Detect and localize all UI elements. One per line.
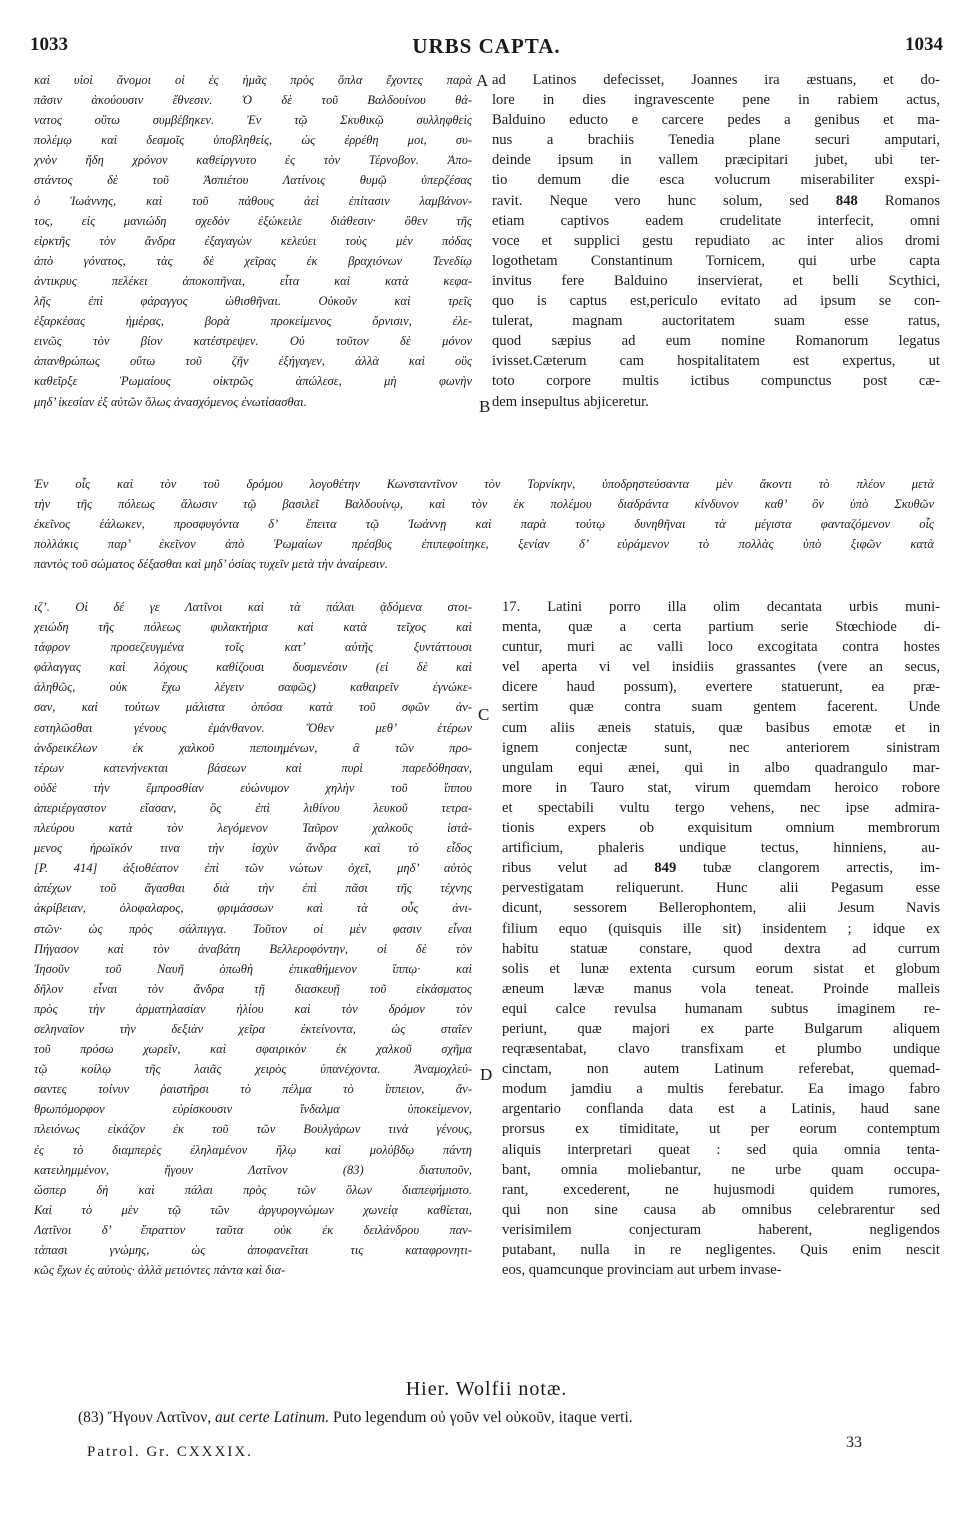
text-line: bant, omnia moliebantur, ne urbe quam occupa- — [502, 1161, 940, 1178]
margin-marker-a: A — [476, 71, 489, 90]
text-line: quo is captus est,periculo evitato ad ipsum se con- — [492, 293, 940, 310]
text-line: ἐξαρκέσας ἡμέρας, βορὰ προκείμενος ὄρνισιν, ἐλε- — [34, 314, 472, 329]
text-line: logothetam Constantinum Tornicem, qui urbe capta — [492, 252, 940, 269]
text-line: ἀπανθρώπως οὕτω τοῦ ζῆν ἐξήγαγεν, ἀλλὰ καὶ οὓς — [34, 354, 472, 369]
latin-column-bottom — [502, 597, 940, 1280]
text-line: etiam captivos eadem crudelitate interfecit, omni — [492, 212, 940, 229]
text-line: equi calce revulsa humanam subtus imaginem re- — [502, 1000, 940, 1017]
text-line: Balduino educto e carcere pedes a genibus et ma- — [492, 112, 940, 129]
text-line: εινῶς τὸν βίον κατέστρεψεν. Οὐ τοῦτον δὲ μόνον — [34, 334, 472, 349]
text-line: πρὸς τὴν ἁρματηλασίαν ἡλίου καὶ τὸν δρόμον τὸν — [34, 1001, 472, 1016]
text-line: παντὸς τοῦ σώματος δέξασθαι καὶ μηδ’ ὁσίας τυχεῖν μετὰ τὴν ἀναίρεσιν. — [34, 557, 388, 572]
text-line: πολέμῳ καὶ δεσμοῖς ὑποβληθείς, ὡς ἐρρέθη μοι, συ- — [34, 133, 472, 148]
text-line: τῷ κοίλῳ τῆς λαιᾶς χειρὸς ὑπανέχοντα. Ἀναμοχλεύ- — [34, 1062, 472, 1077]
text-line: καθεῖρξε Ῥωμαίους οἰκτρῶς ἀπώλεσε, μὴ φωνὴν — [34, 374, 472, 389]
text-line: ad Latinos defecisset, Joannes ira æstuans, et do- — [492, 72, 940, 88]
text-line: Πήγασον καὶ τὸν ἀναβάτη Βελλεροφόντην, οἱ δὲ τὸν — [34, 941, 472, 956]
running-title: URBS CAPTA. — [412, 34, 561, 58]
text-line: πλεύρου κατὰ τὸν λεγόμενον Ταῦρον χαλκοῦς ἱστά- — [34, 821, 472, 836]
text-line: θρωπόμορφον εὑρίσκουσιν ἴνδαλμα ὑποκείμενον, — [34, 1102, 472, 1117]
text-line: ἀνδρεικέλων ἐκ χαλκοῦ πεποιημένων, ἃ τῶν προ- — [34, 740, 472, 755]
text-line: verisimilem conjecturam haberent, negligendos — [502, 1221, 940, 1238]
text-line: vel aperta vi vel insidiis grassantes (vere an secus, — [502, 659, 940, 676]
text-line: μενος ἡρωϊκόν τινα τὴν ἰσχὺν ἄνδρα καὶ τὸ εἶδος — [34, 841, 472, 856]
text-line: cuntur, muri ac valli loco excogitata contra hostes — [502, 639, 940, 656]
text-line: ribus velut ad 849 tubæ clangorem arrectis, im- — [502, 860, 940, 877]
text-line: aliquis interpretari queat : sed quia omnia tenta- — [502, 1141, 940, 1158]
text-line: sertim quæ contra suam gentem facerent. Unde — [502, 699, 940, 716]
text-line: τέρων κατενήνεκται βάσεων καὶ πυρὶ παρεδόθησαν, — [34, 760, 472, 775]
text-line: dicere haud possum), evertere statuerunt, ea præ- — [502, 679, 940, 696]
text-line: δῆλον εἶναι τὸν ἄνδρα τῇ διασκευῇ τοῦ εἰκάσματος — [34, 981, 472, 996]
text-line: πᾶσιν ἀκούουσιν ἔθνεσιν. Ὁ δὲ τοῦ Βαλδουίνου θά- — [34, 93, 472, 108]
footnote-83 — [78, 1409, 938, 1427]
text-line: χειώδη τῆς πόλεως φυλακτήρια καὶ κατὰ τεῖχος καὶ — [34, 620, 472, 635]
text-line: more in Tauro stat, virum quemdam heroico robore — [502, 779, 940, 796]
text-line: νατος οὕτω συμβέβηκεν. Ἐν τῷ Σκυθικῷ συλληφθεὶς — [34, 113, 472, 128]
text-line: modum jamdiu a multis ferebatur. Ea imago fabro — [502, 1081, 940, 1098]
text-line: ιζ’. Οἱ δέ γε Λατῖνοι καὶ τὰ πάλαι ᾀδόμενα στοι- — [34, 600, 472, 614]
text-line: ἐς τὸ διαμπερὲς ἐληλαμένον ἥλῳ καὶ μολύβδῳ πάντη — [34, 1142, 472, 1157]
text-line: χνὸν ἤδη χρόνον καθείργνυτο ἐς τὸν Τέρνοβον. Ἀπο- — [34, 153, 472, 168]
text-line: periunt, quæ majori ex parte Bulgarum aliquem — [502, 1020, 940, 1037]
text-line: πλειόνως εἰκάζον ἐκ τοῦ τῶν Βουλγάρων τινὰ γένους, — [34, 1122, 472, 1137]
text-line: τάφρον προσεζευγμένα τοῖς κατ’ αὐτῆς ξυντάττουσι — [34, 640, 472, 655]
text-line: ravit. Neque vero hunc solum, sed 848 Romanos — [492, 192, 940, 209]
page-number-right: 1034 — [905, 34, 943, 55]
text-line: 17. Latini porro illa olim decantata urbis muni- — [502, 599, 940, 615]
margin-marker-b: B — [479, 397, 491, 416]
text-line: ὁ Ἰωάννης, καὶ τοῦ πάθους ἀεὶ ἐπίτασιν λαμβάνον- — [34, 193, 472, 208]
footnote-83-italic: aut certe Latinum. — [215, 1409, 330, 1426]
text-line: ivisset.Cæterum cam hospitalitatem est expertus, ut — [492, 353, 940, 370]
text-line: pervestigatam reliquerunt. Hunc alii Pegasum esse — [502, 880, 940, 897]
text-line: ἀπὸ γόνατος, τὰς δὲ χεῖρας ἐκ βραχιόνων Τενεδίῳ — [34, 253, 472, 268]
text-line: φάλαγγας καὶ λόχους καθίζουσι δυσμενέσιν (εἰ δὲ καὶ — [34, 660, 472, 675]
text-line: εστηλῶσθαι γένους ἐμάνθανον. Ὅθεν μεθ’ ἑτέρων — [34, 720, 472, 735]
text-line: ἀπεριέργαστον εἴασαν, ὃς ἐπὶ λιθίνου λευκοῦ τετρα- — [34, 800, 472, 815]
text-line: filium equo (quisquis ille sit) insidentem ; idque ex — [502, 920, 940, 937]
text-line: τὴν τῆς πόλεως ἅλωσιν τῷ βασιλεῖ Βαλδουίνῳ, καὶ τὸν ἐκ πολέμου διαδράντα κίνδυνον καθ’ ὃν ὑπὸ Σκυθῶν — [34, 497, 934, 512]
text-line: lore in dies ingravescente pene in rabiem actus, — [492, 92, 940, 109]
text-line: καὶ υἱοὶ ἄνομοι οἱ ἐς ἡμᾶς πρὸς ὅπλα ἔχοντες παρὰ — [34, 73, 472, 87]
text-line: prorsus ex timiditate, ut per eorum contemptum — [502, 1121, 940, 1138]
text-line: voce et supplici gestu repudiato ac inter alios dromi — [492, 232, 940, 249]
text-line: [P. 414] ἀξιοθέατον ἐπὶ τῶν νώτων ὀχεῖ, μηδ’ αὐτὸς — [34, 861, 472, 876]
footer-collection: Patrol. Gr. CXXXIX. — [87, 1444, 253, 1460]
text-line: Καὶ τὸ μὲν τῷ τῶν ἀργυρογνώμων χωνείᾳ καθίεται, — [34, 1202, 472, 1217]
greek-full-width-passage — [34, 474, 934, 574]
greek-column-bottom — [34, 597, 472, 1280]
text-line: λῆς ἐπὶ φάραγγος ὠθισθῆναι. Οὐκοῦν καὶ τρεῖς — [34, 294, 472, 309]
text-line: σαν, καὶ τούτων μάλιστα ὁπόσα κατὰ τοῦ σφῶν ἀν- — [34, 700, 472, 715]
text-line: et spectabili vultu tergo vehens, nec ipse admira- — [502, 799, 940, 816]
text-line: deinde ipsum in vallem præcipitari jubet, ubi ter- — [492, 152, 940, 169]
text-line: dicunt, sessorem Bellerophontem, alii Jesum Navis — [502, 900, 940, 917]
text-line: τος, εἰς μανιώδη σχεδὸν ἐξώκειλε διάθεσιν· ὅθεν τῆς — [34, 213, 472, 228]
notes-title: Hier. Wolfii notæ. — [405, 1378, 568, 1400]
text-line: πολλάκις παρ’ ἐκεῖνον ἀπὸ Ῥωμαίων πρέσβυς ἐπιπεφοίτηκε, ξενίαν δ’ εὑράμενον τὸ πολλὰς ὑπὸ ξιφῶν κατὰ — [34, 537, 934, 552]
text-line: solis et lunæ extenta cursum eorum sistat et globum — [502, 960, 940, 977]
text-line: κατειλημμένον, ἤγουν Λατῖνον (83) διατυποῦν, — [34, 1162, 472, 1177]
text-line: ungulam equi ænei, qui in albo quadrangulo mar- — [502, 759, 940, 776]
text-line: Ἰησοῦν τοῦ Ναυῆ ὀπωθὴ ἐπικαθήμενον ἵππῳ· καὶ — [34, 961, 472, 976]
text-line: menta, quæ a certa partium serie Stœchiode di- — [502, 619, 940, 636]
text-line: eos, quamcunque provinciam aut urbem invase- — [502, 1262, 782, 1279]
text-line: tionis expers ob exquisitum omnium membrorum — [502, 820, 940, 837]
text-line: habitu statuæ constare, quod dextra ad currum — [502, 940, 940, 957]
text-line: στάντος δὲ τοῦ Ἀσπιέτου Λατίνοις θυμῷ ὑπερζέσας — [34, 173, 472, 188]
text-line: invitus fere Balduino inservierat, et belli Scythici, — [492, 272, 940, 289]
text-line: rant, excederent, ne hujusmodi quidem rumores, — [502, 1181, 940, 1198]
text-line: tio demum die esca volucrum miserabiliter exspi- — [492, 172, 940, 189]
text-line: reqræsentabat, clavo transfixam et plumbo undique — [502, 1041, 940, 1058]
page-header — [30, 34, 943, 60]
text-line: cum aliis æneis statuis, quæ basibus emotæ et in — [502, 719, 940, 736]
text-line: στῶν· ὡς πρὸς σάλπιγγα. Τοῦτον οἱ μὲν φασιν εἶναι — [34, 921, 472, 936]
text-line: nus a brachiis Tenedia plane securi amputari, — [492, 132, 940, 149]
text-line: ἀπέχων τοῦ ἄγασθαι διὰ τὴν ἐπὶ πᾶσι τῆς τέχνης — [34, 881, 472, 896]
margin-marker-d: D — [480, 1065, 493, 1084]
text-line: ἐκεῖνος ἑάλωκεν, προσφυγόντα δ’ ἔπειτα τῷ Ἰωάννῃ καὶ παρὰ τούτῳ δυνηθῆναι τὰ μέγιστα φανταζόμενον οἷς — [34, 517, 934, 532]
text-line: quod sæpius ad eum nomine Romanorum legatus — [492, 333, 940, 350]
text-line: ἀκρίβειαν, ὀλοφαλαρος, φριμάσσων καὶ τὰ οὖς ἀνι- — [34, 901, 472, 916]
text-line: cinctam, non autem Latinum referebat, quemad- — [502, 1061, 940, 1078]
text-line: qui non sine causa ab omnibus celebrarentur sed — [502, 1201, 940, 1218]
text-line: æneum lævæ manus vola teneat. Proinde malleis — [502, 980, 940, 997]
footnote-83-prefix: (83) Ἤγουν Λατῖνον, — [78, 1409, 212, 1426]
text-line: Λατῖνοι δ’ ἔπραττον ταῦτα οὐκ ἐκ δειλάνδρου παν- — [34, 1222, 472, 1237]
text-line: ὥσπερ δὴ καὶ πάλαι πρὸς τῶν ὅλων διαπεφήμιστο. — [34, 1182, 472, 1197]
text-line: toto corpore multis ictibus compunctus post cæ- — [492, 373, 940, 390]
text-line: τάπασι γνώμης, ὡς ἀποφανεῖται τις καταφρονητι- — [34, 1243, 472, 1257]
text-line: Ἐν οἷς καὶ τὸν τοῦ δρόμου λογοθέτην Κωνσταντῖνον τὸν Τορνίκην, ὑποδρηστεύσαντα μὲν ἄκοντι τὸ πλέον μετὰ — [34, 477, 934, 491]
text-line: οὐδὲ τὴν ἔμπροσθίαν εὐώνυμον χηλὴν τοῦ ἵππου — [34, 780, 472, 795]
text-line: ἀληθῶς, οὐκ ἔχω λέγειν σαφῶς) καθαιρεῖν ἐγνώκε- — [34, 680, 472, 695]
text-line: τοῦ πρόσω χωρεῖν, καὶ σφαιρικὸν ἐκ χαλκοῦ σχῆμα — [34, 1042, 472, 1057]
text-line: putabant, nulla in re negligentes. Quis enim nescit — [502, 1242, 940, 1258]
footnote-83-suffix: Puto legendum οὐ γοῦν vel οὐκοῦν, itaque verti. — [333, 1409, 633, 1426]
text-line: argentario conflanda data est a Latinis, haud sane — [502, 1101, 940, 1118]
text-line: artificium, phaleris undique tectus, hinniens, au- — [502, 840, 940, 857]
greek-column-top — [34, 70, 472, 412]
text-line: tulerat, magnam auctoritatem suam esse ratus, — [492, 313, 940, 330]
footer-signature: 33 — [846, 1434, 862, 1451]
text-line: κῶς ἔχων ἐς αὐτοὺς· ἀλλὰ μετιόντες πάντα καὶ δια- — [34, 1263, 286, 1278]
text-line: σαντες τοίνυν ῥαιστῆρσι τὸ πέλμα τὸ ἵππειον, ἄν- — [34, 1082, 472, 1097]
text-line: εἱρκτῆς τὸν ἄνδρα ἐξαγαγὼν κελεύει τοὺς μὲν πόδας — [34, 233, 472, 248]
text-line: ἀντικρυς πελέκει ἀποκοπῆναι, εἶτα καὶ κατὰ κεφα- — [34, 273, 472, 288]
text-line: dem insepultus abjiceretur. — [492, 393, 649, 410]
text-line: σεληναῖον τὴν δεξιὰν χεῖρα ἐκτείνοντα, ὡς σταῖεν — [34, 1021, 472, 1036]
margin-marker-c: C — [478, 705, 490, 724]
page-number-left: 1033 — [30, 34, 68, 55]
latin-column-top — [492, 70, 940, 412]
text-line: ignem conjectæ sunt, nec anteriorem sinistram — [502, 739, 940, 756]
text-line: μηδ’ ἱκεσίαν ἐξ αὐτῶν ὅλως ἀνασχόμενος ἐνωτίσασθαι. — [34, 394, 307, 409]
